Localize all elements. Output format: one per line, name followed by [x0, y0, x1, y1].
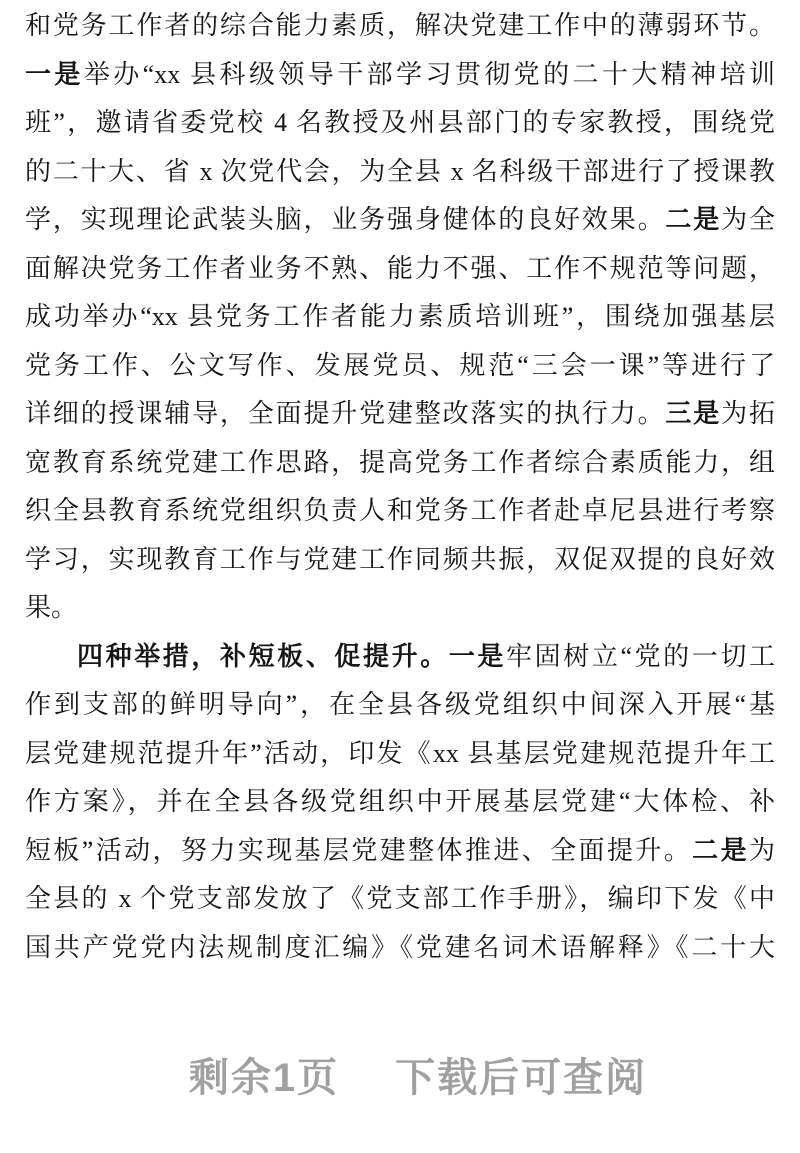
text-segment: 班”，邀请省委党校 4 名教授及州县部门的专家教授，围绕党 [25, 108, 775, 137]
text-line [25, 681, 775, 730]
text-segment: 和党务工作者的综合能力素质，解决党建工作中的薄弱环节。 [25, 11, 775, 40]
text-line [25, 536, 775, 585]
text-line [25, 439, 775, 488]
text-segment: 织全县教育系统党组织负责人和党务工作者赴卓尼县进行考察 [25, 496, 775, 525]
text-line [25, 51, 775, 100]
text-segment: 一是 [25, 59, 84, 89]
text-segment: 作到支部的鲜明导向”，在全县各级党组织中间深入开展“基 [25, 690, 775, 719]
text-line [25, 390, 775, 439]
text-line [25, 2, 775, 51]
text-segment: 党务工作、公文写作、发展党员、规范“三会一课”等进行了 [25, 350, 775, 380]
text-line [25, 633, 775, 682]
text-line [25, 875, 775, 924]
text-line [25, 245, 775, 294]
document-lines [25, 2, 775, 972]
text-line [25, 293, 775, 342]
text-segment: 学，实现理论武装头脑，业务强身健体的良好效果。 [25, 205, 666, 234]
text-segment: 二是 [692, 835, 749, 865]
remaining-pages-label: 剩余1页 [188, 1056, 340, 1100]
text-segment: 二是 [665, 205, 722, 234]
text-segment: 为拓 [721, 399, 775, 428]
text-segment: 牢固树立“党的一切工 [506, 641, 775, 671]
text-segment: 为 [748, 835, 775, 865]
text-segment: 果。 [25, 593, 78, 622]
text-line [25, 196, 775, 245]
text-line [25, 99, 775, 148]
text-segment: 四种举措，补短板、促提升。一是 [77, 641, 507, 671]
text-segment: 为全 [721, 205, 775, 234]
text-segment: 短板”活动，努力实现基层党建整体推进、全面提升。 [25, 835, 693, 865]
text-line [25, 778, 775, 827]
text-segment: 宽教育系统党建工作思路，提高党务工作者综合素质能力，组 [25, 447, 775, 477]
text-line [25, 730, 775, 779]
text-segment: 的二十大、省 x 次党代会，为全县 x 名科级干部进行了授课教 [25, 156, 775, 186]
text-line [25, 148, 775, 197]
text-segment: 成功举办“xx 县党务工作者能力素质培训班”，围绕加强基层 [25, 302, 775, 331]
text-segment: 作方案》，并在全县各级党组织中开展基层党建“大体检、补 [25, 787, 775, 816]
page-remaining-watermark [18, 1046, 800, 1103]
text-segment: 三是 [665, 399, 722, 428]
text-segment: 举办“xx 县科级领导干部学习贯彻党的二十大精神培训 [83, 59, 775, 89]
text-segment: 层党建规范提升年”活动，印发《xx 县基层党建规范提升年工 [25, 738, 775, 768]
download-to-view-label: 下载后可查阅 [395, 1056, 648, 1100]
text-line [25, 487, 775, 536]
text-line [25, 584, 775, 633]
document-page [25, 2, 775, 972]
text-segment: 全县的 x 个党支部发放了《党支部工作手册》，编印下发《中 [25, 884, 775, 913]
text-line [25, 924, 775, 973]
text-segment: 国共产党党内法规制度汇编》《党建名词术语解释》《二十大 [25, 932, 775, 962]
text-segment: 学习，实现教育工作与党建工作同频共振，双促双提的良好效 [25, 544, 775, 574]
text-segment: 详细的授课辅导，全面提升党建整改落实的执行力。 [25, 399, 666, 428]
text-line [25, 342, 775, 391]
text-segment: 面解决党务工作者业务不熟、能力不强、工作不规范等问题， [25, 253, 775, 283]
text-line [25, 827, 775, 876]
